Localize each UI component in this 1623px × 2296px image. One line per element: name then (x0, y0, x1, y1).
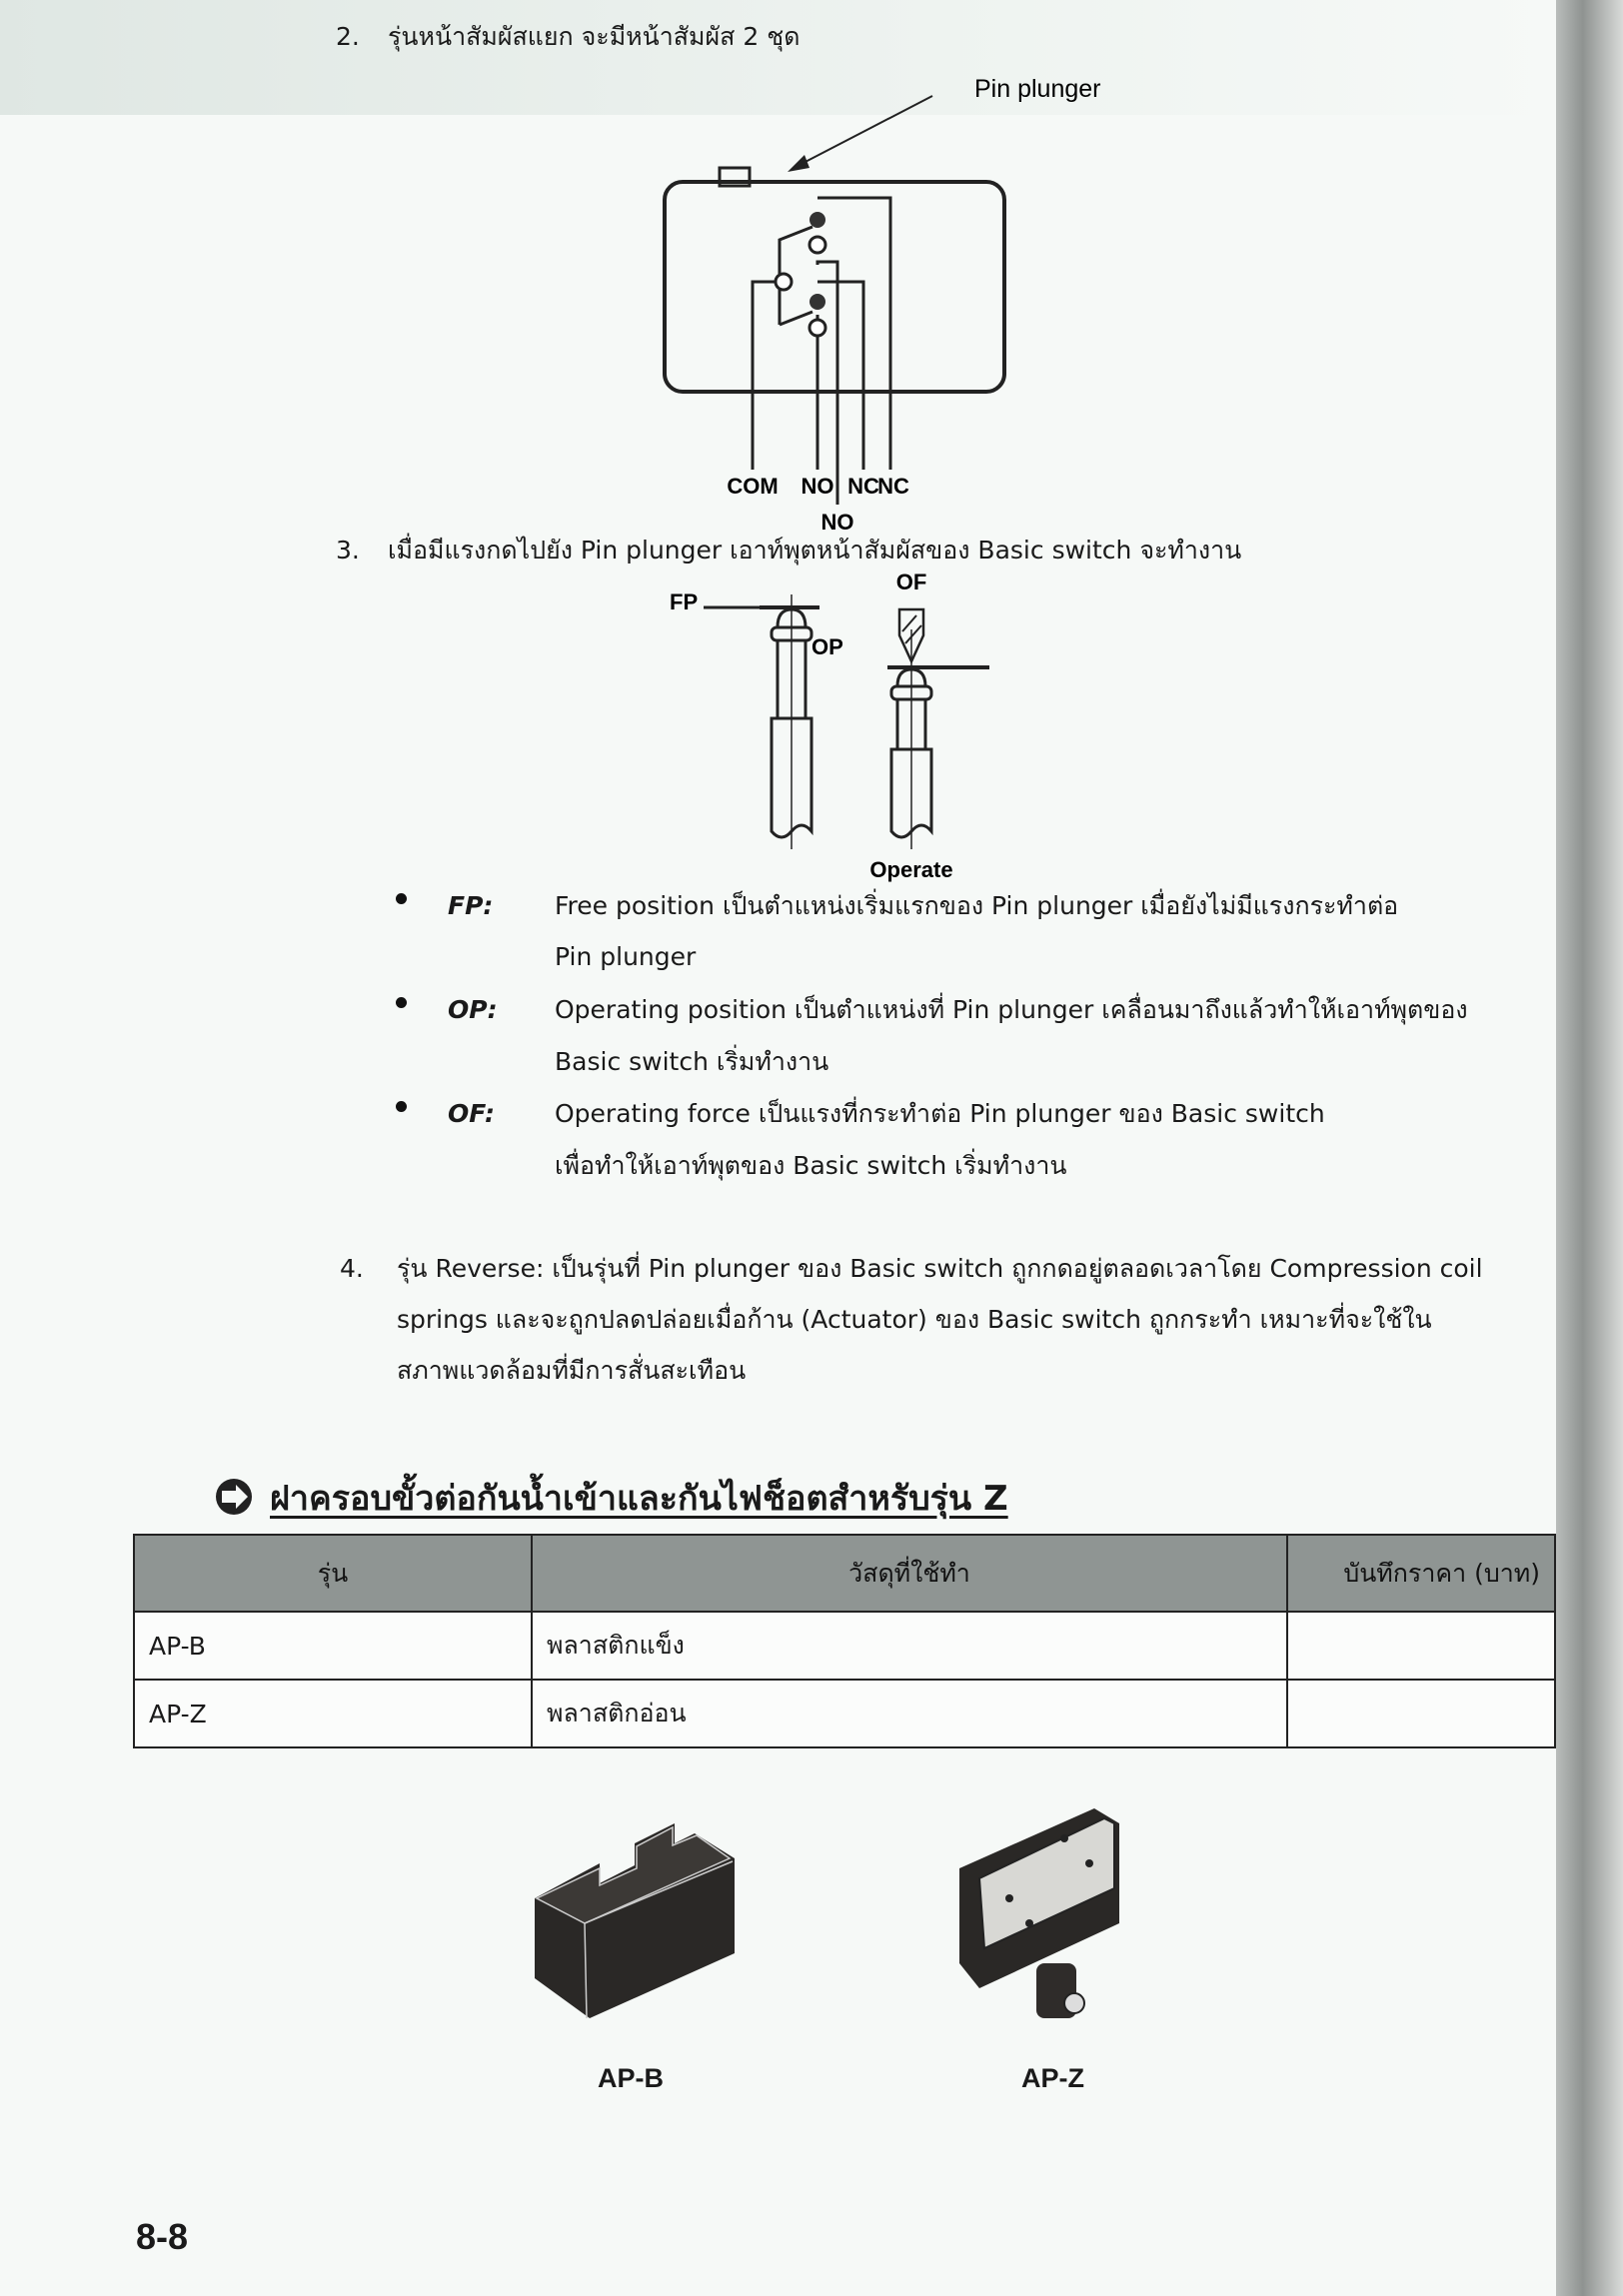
table-row (134, 1680, 1555, 1747)
definition-key-of: OF: (448, 1099, 495, 1128)
item-4-number: 4. (340, 1254, 364, 1283)
of-label: OF (895, 570, 927, 594)
cell-price[interactable] (1287, 1612, 1555, 1680)
item-4-line1: รุ่น Reverse: เป็นรุ่นที่ Pin plunger ของ Basic switch ถูกกดอยู่ตลอดเวลาโดย Compression coil (397, 1254, 1483, 1283)
item-4-line2: springs และจะถูกปลดปล่อยเมื่อก้าน (Actuator) ของ Basic switch ถูกกระทำ เหมาะที่จะใช้ใน (397, 1305, 1432, 1334)
page-number: 8-8 (136, 2216, 189, 2257)
circuit-diagram (640, 60, 1139, 535)
price-table (133, 1534, 1556, 1748)
switch-body (665, 182, 1004, 392)
cell-model: AP-B (134, 1612, 532, 1680)
plunger-diagram (660, 570, 1019, 889)
page-binding-edge (1556, 0, 1623, 2296)
table-row (134, 1612, 1555, 1680)
ap-z-label: AP-Z (1021, 2063, 1084, 2093)
header-price: บันทึกราคา (บาท) (1287, 1535, 1555, 1612)
pointer-arrow-head (788, 155, 810, 172)
header-material: วัสดุที่ใช้ทำ (532, 1535, 1287, 1612)
cell-material: พลาสติกแข็ง (532, 1612, 1287, 1680)
operate-caption: Operate (869, 857, 953, 882)
terminal-nc-2: NC (877, 474, 909, 499)
ap-b-cover-image (525, 1813, 745, 2023)
terminal-com: COM (727, 474, 779, 499)
item-2-number: 2. (336, 22, 360, 51)
bullet-icon (396, 1101, 407, 1112)
definition-of-line2: เพื่อทำให้เอาท์พุตของ Basic switch เริ่มทำงาน (555, 1151, 1067, 1180)
definition-op-line2: Basic switch เริ่มทำงาน (555, 1047, 829, 1076)
table-header-row (134, 1535, 1555, 1612)
definition-op-line1: Operating position เป็นตำแหน่งที่ Pin plunger เคลื่อนมาถึงแล้วทำให้เอาท์พุตของ (555, 995, 1468, 1024)
definition-key-op: OP: (448, 995, 498, 1024)
item-3-text: เมื่อมีแรงกดไปยัง Pin plunger เอาท์พุตหน้าสัมผัสของ Basic switch จะทำงาน (388, 536, 1242, 565)
definition-of-line1: Operating force เป็นแรงที่กระทำต่อ Pin plunger ของ Basic switch (555, 1099, 1325, 1128)
terminal-no-2: NO (820, 510, 854, 535)
definition-key-fp: FP: (448, 891, 494, 920)
ap-z-cover-image (954, 1803, 1174, 2043)
item-4-line3: สภาพแวดล้อมที่มีการสั่นสะเทือน (397, 1356, 747, 1385)
cell-material: พลาสติกอ่อน (532, 1680, 1287, 1747)
item-2-text: รุ่นหน้าสัมผัสแยก จะมีหน้าสัมผัส 2 ชุด (388, 22, 801, 51)
op-label: OP (812, 634, 843, 659)
section-heading: ฝาครอบขั้วต่อกันน้ำเข้าและกันไฟช็อตสำหรับรุ่น Z (270, 1479, 1008, 1519)
fp-label: FP (670, 589, 699, 614)
cell-model: AP-Z (134, 1680, 532, 1747)
item-3-number: 3. (336, 536, 360, 565)
cell-price[interactable] (1287, 1680, 1555, 1747)
bullet-icon (396, 997, 407, 1008)
definition-fp-line1: Free position เป็นตำแหน่งเริ่มแรกของ Pin plunger เมื่อยังไม่มีแรงกระทำต่อ (555, 891, 1399, 920)
terminal-nc-1: NC (847, 474, 879, 499)
pointer-arrow-line (800, 96, 932, 165)
arrow-circle-icon (214, 1477, 258, 1517)
terminal-no-1: NO (801, 474, 834, 499)
definition-fp-line2: Pin plunger (555, 942, 697, 971)
header-model: รุ่น (134, 1535, 532, 1612)
ap-b-label: AP-B (598, 2063, 664, 2093)
bullet-icon (396, 893, 407, 904)
pin-plunger-label: Pin plunger (974, 75, 1101, 103)
